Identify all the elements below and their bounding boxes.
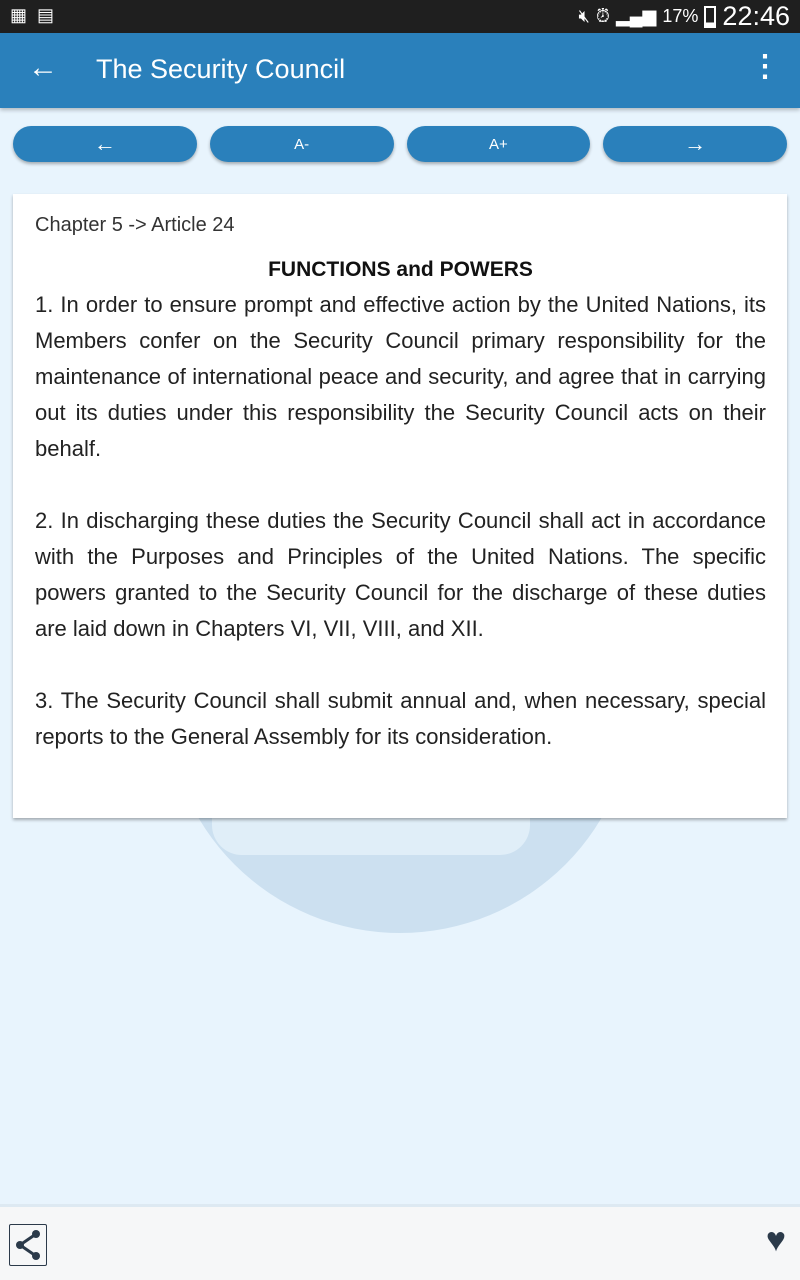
page-title: The Security Council (96, 54, 346, 84)
sim-icon: ▤ (37, 5, 55, 25)
article-card (13, 194, 787, 818)
breadcrumb: Chapter 5 -> Article 24 (35, 214, 235, 236)
article-paragraph: 3. The Security Council shall submit annual and, when necessary, special reports to the General Assembly for its consideration. (35, 688, 766, 749)
article-heading: FUNCTIONS and POWERS (268, 258, 533, 281)
decrease-font-button[interactable]: A- (210, 126, 394, 162)
favorite-heart-icon[interactable]: ♥ (765, 1221, 786, 1259)
clock: 22:46 (722, 1, 790, 31)
alarm-icon: ⏰︎ (595, 6, 610, 26)
overflow-menu-icon[interactable]: ⋮ (750, 50, 780, 83)
next-article-button[interactable]: → (603, 126, 787, 162)
mute-icon: 🔇︎ (578, 6, 590, 26)
back-arrow-icon[interactable]: ← (28, 51, 58, 84)
battery-icon (704, 6, 716, 28)
article-paragraph: 2. In discharging these duties the Security Council shall act in accordance with the Purposes and Principles of the United Nations. The specific powers granted to the Security Council for the discharge of these duties are laid down in Chapters VI, VII, VIII, and XII. (35, 508, 766, 641)
app-bar (0, 33, 800, 108)
battery-percent: 17% (662, 6, 699, 26)
increase-font-button[interactable]: A+ (407, 126, 591, 162)
previous-article-button[interactable]: ← (13, 126, 197, 162)
bottom-bar (0, 1204, 800, 1280)
article-toolbar (13, 126, 787, 162)
share-button[interactable] (9, 1224, 47, 1266)
signal-icon: ▂▄▆ (615, 6, 657, 26)
article-paragraph: 1. In order to ensure prompt and effective action by the United Nations, its Members confer on the Security Council primary responsibility for the maintenance of international peace and security, and agree that in carrying out its duties under this responsibility the Security Council acts on their behalf. (35, 292, 766, 461)
sd-card-icon: ▦ (10, 5, 28, 25)
share-icon (10, 1225, 45, 1264)
status-bar (0, 0, 800, 33)
